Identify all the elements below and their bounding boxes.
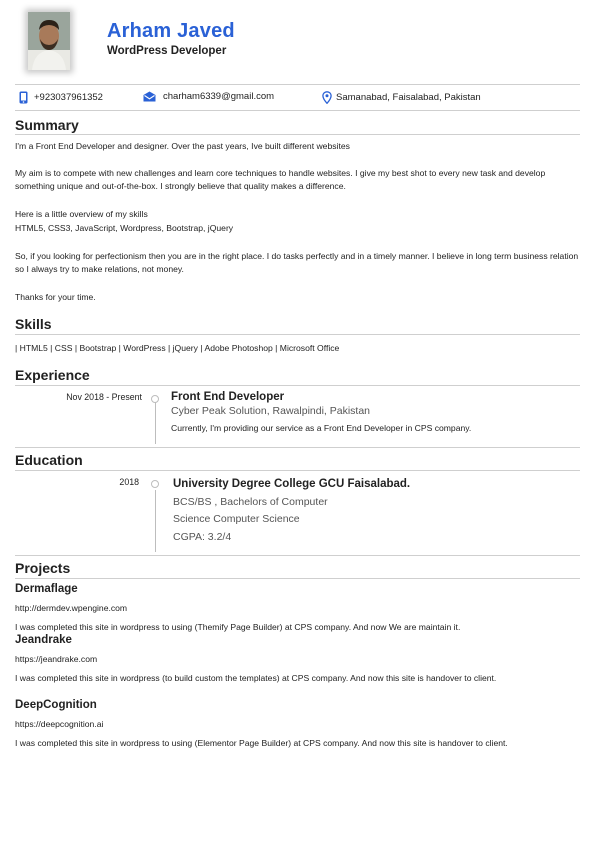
timeline-dot xyxy=(151,480,159,488)
project-title: Jeandrake xyxy=(15,634,72,646)
phone-number: +923037961352 xyxy=(34,92,103,103)
divider xyxy=(15,447,580,448)
school-name: University Degree College GCU Faisalabad. xyxy=(173,478,411,490)
section-heading-skills: Skills xyxy=(15,316,52,332)
section-heading-projects: Projects xyxy=(15,560,71,576)
candidate-role: WordPress Developer xyxy=(107,45,227,57)
job-description: Currently, I'm providing our service as a Front End Developer in CPS company. xyxy=(171,423,472,433)
project-url[interactable]: https://jeandrake.com xyxy=(15,654,98,664)
summary-paragraph: I'm a Front End Developer and designer. Over the past years, Ive built different websites xyxy=(15,141,350,151)
project-description: I was completed this site in wordpress to using (Themify Page Builder) at CPS company. And now We are maintain it. xyxy=(15,622,461,632)
cgpa: CGPA: 3.2/4 xyxy=(173,531,232,543)
timeline-line xyxy=(155,402,156,444)
skills-list: | HTML5 | CSS | Bootstrap | WordPress | jQuery | Adobe Photoshop | Microsoft Office xyxy=(15,343,340,353)
email-icon xyxy=(143,91,156,102)
section-heading-education: Education xyxy=(15,452,83,468)
field-of-study: Science Computer Science xyxy=(173,513,300,525)
section-heading-summary: Summary xyxy=(15,117,79,133)
email-address[interactable]: charham6339@gmail.com xyxy=(163,91,275,102)
degree: BCS/BS , Bachelors of Computer xyxy=(173,496,328,508)
education-year: 2018 xyxy=(119,477,139,487)
summary-paragraph: So, if you looking for perfectionism then you are in the right place. I do tasks perfectly and in a timely manner. I believe in long term business relation so I always try to make relations, not money. xyxy=(15,251,579,274)
job-title: Front End Developer xyxy=(171,391,285,403)
divider xyxy=(15,334,580,335)
location-text: Samanabad, Faisalabad, Pakistan xyxy=(336,92,481,103)
timeline-line xyxy=(155,490,156,552)
divider xyxy=(15,84,580,85)
divider xyxy=(15,385,580,386)
company-name: Cyber Peak Solution, Rawalpindi, Pakistan xyxy=(171,405,371,417)
divider xyxy=(15,555,580,556)
contact-location xyxy=(322,91,481,104)
timeline-dot xyxy=(151,395,159,403)
location-pin-icon xyxy=(322,91,332,104)
contact-email xyxy=(143,91,274,102)
divider xyxy=(15,578,580,579)
project-url[interactable]: https://deepcognition.ai xyxy=(15,719,104,729)
summary-paragraph: My aim is to compete with new challenges and learn core techniques to handle websites. I give my best shot to every new task and develop something unique and out-of-the-box. I strongly believe that quality makes a difference. xyxy=(15,168,546,191)
profile-photo xyxy=(28,12,70,70)
summary-paragraph: Thanks for your time. xyxy=(15,292,96,302)
divider xyxy=(15,134,580,135)
phone-icon xyxy=(19,91,28,104)
section-heading-experience: Experience xyxy=(15,367,90,383)
experience-date: Nov 2018 - Present xyxy=(66,392,142,402)
candidate-name: Arham Javed xyxy=(107,20,235,42)
project-title: Dermaflage xyxy=(15,583,78,595)
divider xyxy=(15,110,580,111)
project-description: I was completed this site in wordpress to using (Elementor Page Builder) at CPS company. And now this site is handover to client. xyxy=(15,738,508,748)
project-title: DeepCognition xyxy=(15,699,97,711)
summary-paragraph: Here is a little overview of my skills xyxy=(15,209,148,219)
project-url[interactable]: http://dermdev.wpengine.com xyxy=(15,603,128,613)
contact-phone xyxy=(19,91,103,104)
summary-skills-line: HTML5, CSS3, JavaScript, Wordpress, Bootstrap, jQuery xyxy=(15,223,234,233)
divider xyxy=(15,470,580,471)
project-description: I was completed this site in wordpress (to build custom the templates) at CPS company. And now this site is handover to client. xyxy=(15,673,497,683)
